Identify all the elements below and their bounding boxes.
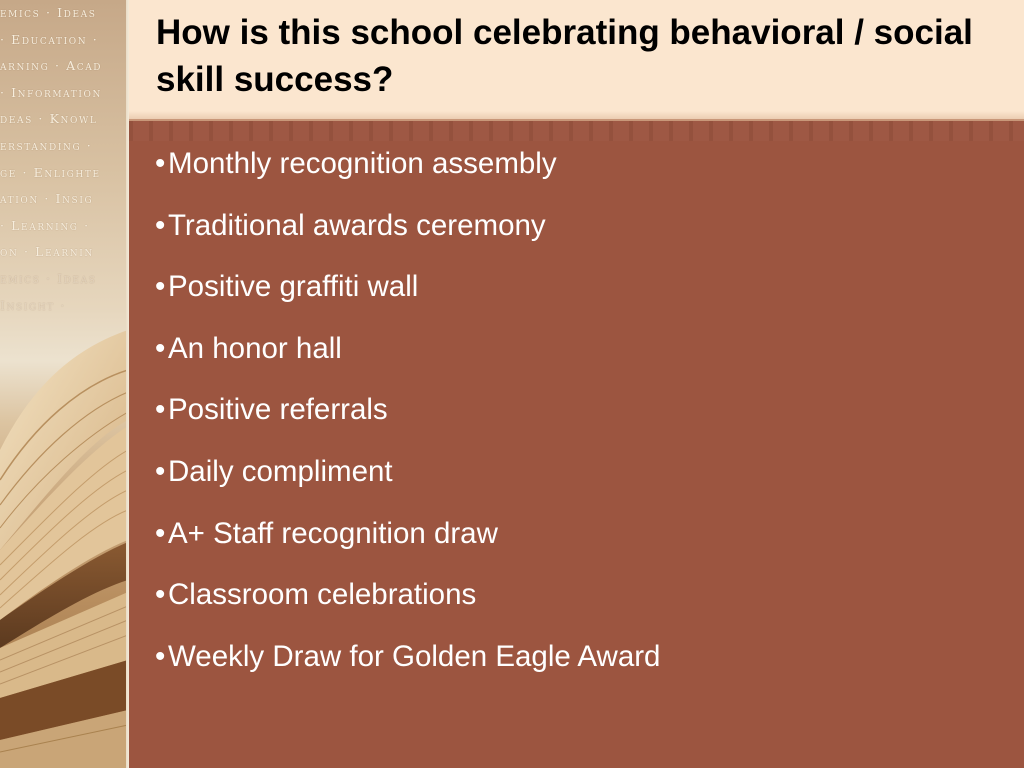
strip-word: deas · Knowl bbox=[0, 111, 98, 127]
bullet-text: A+ Staff recognition draw bbox=[168, 516, 498, 550]
bullet-mark: • bbox=[155, 270, 166, 304]
bullet-item bbox=[155, 326, 660, 388]
bullet-mark: • bbox=[155, 454, 166, 488]
bullet-text: Daily compliment bbox=[168, 454, 393, 488]
strip-word: erstanding · bbox=[0, 137, 93, 153]
bullet-mark: • bbox=[155, 331, 166, 365]
bullet-mark: • bbox=[155, 639, 166, 673]
strip-word: emics · Ideas bbox=[0, 270, 97, 286]
bullet-mark: • bbox=[155, 393, 166, 427]
strip-word: emics · Ideas bbox=[0, 5, 97, 20]
bullet-mark: • bbox=[155, 147, 166, 180]
strip-word: Insight · bbox=[0, 297, 66, 313]
open-book-illustration bbox=[0, 330, 128, 768]
bullet-text: Weekly Draw for Golden Eagle Award bbox=[168, 639, 661, 673]
bullet-item bbox=[155, 387, 660, 449]
bullet-item bbox=[155, 141, 660, 203]
bullet-mark: • bbox=[155, 208, 166, 242]
bullet-list bbox=[155, 141, 660, 695]
bullet-mark: • bbox=[155, 516, 166, 550]
strip-word: · Information bbox=[0, 84, 102, 100]
bullet-text: An honor hall bbox=[168, 331, 342, 365]
bullet-item bbox=[155, 264, 660, 326]
bullet-text: Positive referrals bbox=[168, 393, 388, 427]
bullet-text: Classroom celebrations bbox=[168, 578, 477, 612]
bullet-mark: • bbox=[155, 578, 166, 612]
bullet-text: Traditional awards ceremony bbox=[168, 208, 546, 242]
title-band bbox=[129, 0, 1024, 121]
decorative-strip bbox=[0, 0, 128, 768]
bullet-item bbox=[155, 634, 660, 696]
slide-title: How is this school celebrating behavioral / social skill success? bbox=[156, 13, 973, 99]
panel-texture bbox=[129, 121, 1024, 141]
strip-word: ge · Enlighte bbox=[0, 164, 101, 180]
bullet-item bbox=[155, 449, 660, 511]
bullet-item bbox=[155, 572, 660, 634]
strip-word: · Education · bbox=[0, 31, 99, 47]
bullet-text: Positive graffiti wall bbox=[168, 270, 419, 304]
strip-word: · Learning · bbox=[0, 217, 90, 233]
bullet-item bbox=[155, 511, 660, 573]
strip-word: on · Learnin bbox=[0, 244, 94, 260]
content-panel bbox=[129, 121, 1024, 768]
strip-word: ation · Insig bbox=[0, 191, 94, 207]
bullet-item bbox=[155, 203, 660, 265]
strip-word: arning · Acad bbox=[0, 58, 103, 74]
bullet-text: Monthly recognition assembly bbox=[168, 147, 557, 180]
strip-word-list bbox=[0, 0, 128, 319]
